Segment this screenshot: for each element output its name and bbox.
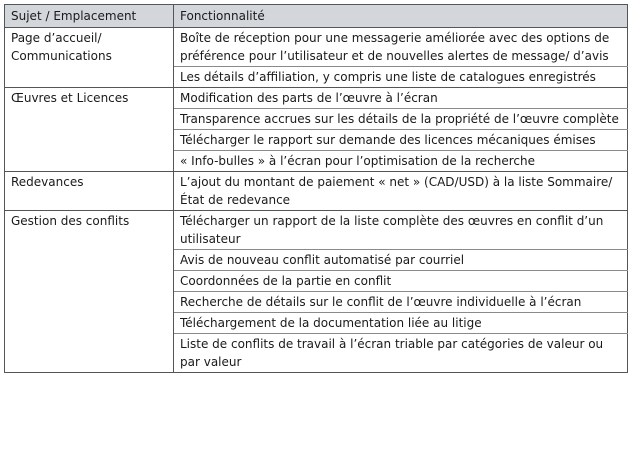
subject-cell: Redevances: [5, 172, 174, 211]
table-row: [5, 172, 628, 211]
feature-cell: Télécharger le rapport sur demande des licences mécaniques émises: [174, 130, 628, 151]
subject-cell: Page d’accueil/ Communications: [5, 28, 174, 88]
feature-cell: « Info-bulles » à l’écran pour l’optimisation de la recherche: [174, 151, 628, 172]
feature-cell: Avis de nouveau conflit automatisé par courriel: [174, 250, 628, 271]
feature-cell: Télécharger un rapport de la liste complète des œuvres en conflit d’un utilisateur: [174, 211, 628, 250]
feature-cell: Modification des parts de l’œuvre à l’écran: [174, 88, 628, 109]
feature-cell: Transparence accrues sur les détails de la propriété de l’œuvre complète: [174, 109, 628, 130]
subject-cell: Œuvres et Licences: [5, 88, 174, 172]
header-row: [5, 5, 628, 28]
feature-cell: L’ajout du montant de paiement « net » (CAD/USD) à la liste Sommaire/État de redevance: [174, 172, 628, 211]
subject-cell: Gestion des conflits: [5, 211, 174, 373]
table-row: [5, 211, 628, 250]
feature-cell: Les détails d’affiliation, y compris une liste de catalogues enregistrés: [174, 67, 628, 88]
features-table: [4, 4, 628, 373]
feature-cell: Recherche de détails sur le conflit de l’œuvre individuelle à l’écran: [174, 292, 628, 313]
header-subject: Sujet / Emplacement: [5, 5, 174, 28]
feature-cell: Téléchargement de la documentation liée au litige: [174, 313, 628, 334]
feature-cell: Liste de conflits de travail à l’écran triable par catégories de valeur ou par valeur: [174, 334, 628, 373]
feature-cell: Boîte de réception pour une messagerie améliorée avec des options de préférence pour l’utilisateur et de nouvelles alertes de message/ d’avis: [174, 28, 628, 67]
table-row: [5, 28, 628, 67]
feature-cell: Coordonnées de la partie en conflit: [174, 271, 628, 292]
header-feature: Fonctionnalité: [174, 5, 628, 28]
table-row: [5, 88, 628, 109]
